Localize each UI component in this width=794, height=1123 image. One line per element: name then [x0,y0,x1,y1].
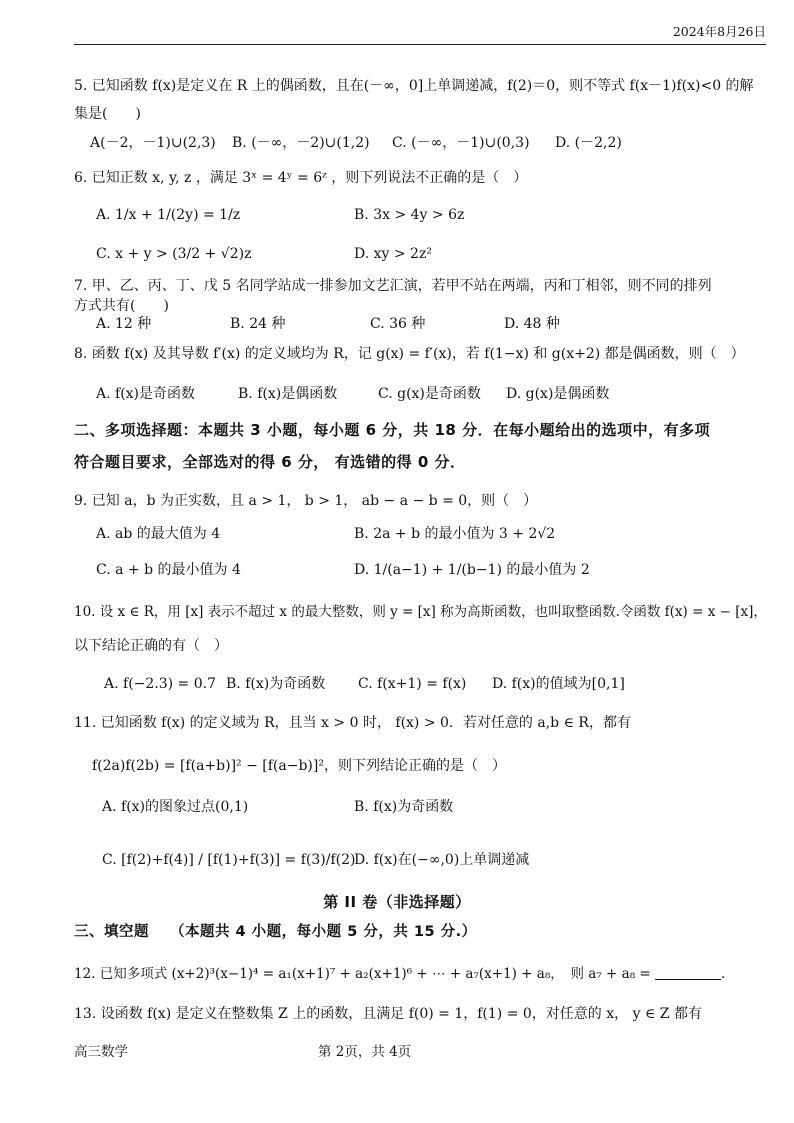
q10-stem-line2: 以下结论正确的有（ ） [74,638,228,654]
q11-option-b: B. f(x)为奇函数 [354,799,454,815]
q7-option-a: A. 12 种 [96,316,152,332]
q6-option-c: C. x + y > (3/2 + √2)z [96,246,252,262]
q8-stem: 8. 函数 f(x) 及其导数 f′(x) 的定义域均为 R，记 g(x) = f′(x)，若 f(1−x) 和 g(x+2) 都是偶函数，则（ ） [74,346,745,362]
section3-title: 三、填空题 [74,924,149,940]
q9-option-b: B. 2a + b 的最小值为 3 + 2√2 [354,526,556,542]
q11-stem-line2: f(2a)f(2b) = [f(a+b)]² − [f(a−b)]²，则下列结论正确的是（ ） [92,758,506,774]
q8-option-d: D. g(x)是偶函数 [506,386,610,402]
q5-option-c: C. (－∞，－1)∪(0,3) [392,135,530,151]
q10-option-a: A. f(−2.3) = 0.7 [104,676,217,692]
section3-description: （本题共 4 小题，每小题 5 分，共 15 分.） [170,924,477,940]
q8-option-b: B. f(x)是偶函数 [238,386,338,402]
q5-stem-line1: 5. 已知函数 f(x)是定义在 R 上的偶函数，且在(－∞，0]上单调递减，f(2)＝0，则不等式 f(x－1)f(x)<0 的解 [74,78,754,94]
q12-stem: 12. 已知多项式 (x+2)³(x−1)⁴ = a₁(x+1)⁷ + a₂(x+1)⁶ + ⋯ + a₇(x+1) + a₈， 则 a₇ + a₈ = [74,966,651,982]
q7-option-d: D. 48 种 [504,316,560,332]
header-rule [74,44,766,45]
q5-option-a: A(－2，－1)∪(2,3) [90,135,216,151]
q12-answer-blank [655,965,721,980]
q13-stem: 13. 设函数 f(x) 是定义在整数集 Z 上的函数，且满足 f(0) = 1，f(1) = 0，对任意的 x， y ∈ Z 都有 [74,1006,702,1022]
q6-option-d: D. xy > 2z² [354,246,432,262]
q8-option-c: C. g(x)是奇函数 [378,386,481,402]
q7-option-c: C. 36 种 [370,316,426,332]
q9-option-d: D. 1/(a−1) + 1/(b−1) 的最小值为 2 [354,562,590,578]
q9-option-c: C. a + b 的最小值为 4 [96,562,241,578]
q10-option-c: C. f(x+1) = f(x) [358,676,467,692]
part2-title: 第 II 卷（非选择题） [323,893,471,911]
header-date: 2024年8月26日 [672,24,766,39]
q6-stem: 6. 已知正数 x, y, z ，满足 3ˣ = 4ʸ = 6ᶻ ，则下列说法不正确的是（ ） [74,170,528,186]
q6-option-b: B. 3x > 4y > 6z [354,207,465,223]
q11-stem-line1: 11. 已知函数 f(x) 的定义域为 R，且当 x > 0 时， f(x) > 0．若对任意的 a,b ∈ R，都有 [74,715,631,731]
q9-option-a: A. ab 的最大值为 4 [96,526,221,542]
q11-option-d: D. f(x)在(−∞,0)上单调递减 [354,852,530,868]
q7-option-b: B. 24 种 [230,316,286,332]
q5-option-b: B. (－∞，－2)∪(1,2) [232,135,370,151]
section2-heading-line1: 二、多项选择题：本题共 3 小题，每小题 6 分，共 18 分．在每小题给出的选项中，有多项 [74,421,711,439]
q10-stem-line1: 10. 设 x ∈ R，用 [x] 表示不超过 x 的最大整数，则 y = [x] 称为高斯函数，也叫取整函数.令函数 f(x) = x − [x]， [74,604,767,620]
footer-subject: 高三数学 [74,1044,128,1060]
q12-end: . [721,966,726,982]
q7-stem-line1: 7. 甲、乙、丙、丁、戊 5 名同学站成一排参加文艺汇演，若甲不站在两端，丙和丁相邻，则不同的排列 [74,278,712,294]
q7-stem-line2: 方式共有( ) [74,298,169,314]
q10-option-b: B. f(x)为奇函数 [226,676,326,692]
footer-page-number: 第 2页，共 4页 [318,1044,412,1060]
q6-option-a: A. 1/x + 1/(2y) = 1/z [96,207,241,223]
q5-option-d: D. (－2,2) [555,135,622,151]
q10-option-d: D. f(x)的值域为[0,1] [492,676,625,692]
q5-stem-line2: 集是( ) [74,106,141,122]
q8-option-a: A. f(x)是奇函数 [96,386,196,402]
q11-option-c: C. [f(2)+f(4)] / [f(1)+f(3)] = f(3)/f(2) [102,852,356,868]
q12-question [74,964,725,984]
section2-heading-line2: 符合题目要求，全部选对的得 6 分， 有选错的得 0 分． [74,453,466,471]
q9-stem: 9. 已知 a，b 为正实数，且 a > 1， b > 1， ab − a − b = 0，则（ ） [74,493,538,509]
q11-option-a: A. f(x)的图象过点(0,1) [102,799,249,815]
